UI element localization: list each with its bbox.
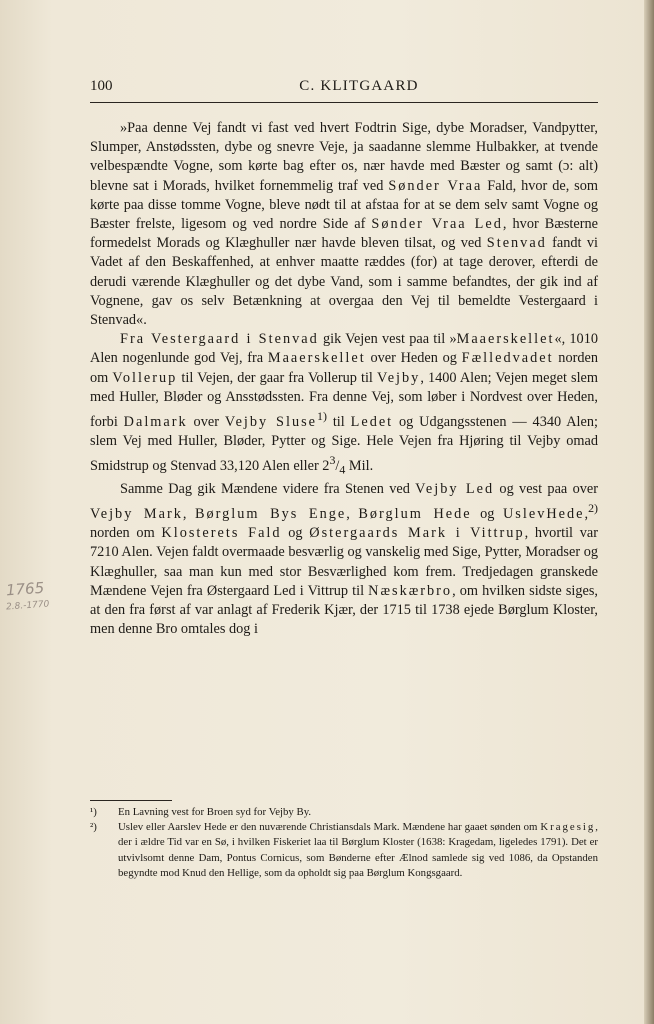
spaced-name: Sønder Vraa [388,177,483,194]
footnote-mark: ²) [90,821,97,834]
footnote-text: , der i ældre Tid var en Sø, i hvilken Fiskeriet laa til Børglum Kloster (1638: Kragedam, ligeledes 1791). Det er utvivlsomt denne Dam, Pontus Cornicus, som Bønderne efter Ælnod samlede sig ved 1086, da Opstanden begyndte mod Knud den Hellige, som da opholdt sig paa Børglum Kongsgaard. [118,821,598,879]
text-run: fandt vi Vadet af den Beskaffenhed, at enhver maatte ræddes (for) at tage derover, efterdi de derudi værende Klæghuller og det dybe Vand, som i samme befandtes, der gik ind af Vognene, gav os selv Betænkning at overgaa den Vej til bemeldte Vestergaard i Stenvad«. [90,235,598,329]
spaced-name: Fra Vestergaard i Stenvad [120,331,319,348]
text-run: , om hvilken sidste siges, at den fra først af var anlagt af Frederik Kjær, der 1715 til 1738 ejede Børglum Kloster, men denne Bro omtales dog i [90,582,598,638]
margin-note-year: 1765 [5,578,45,600]
page-number: 100 [90,78,113,94]
spaced-name: Vejby Mark [90,506,183,523]
text-run: til [326,413,351,430]
spaced-name: Vejby Led [415,481,495,498]
text-run: norden om [90,525,162,542]
text-run: over [187,413,225,430]
spaced-name: Stenvad [486,235,547,252]
footnote-mark: ¹) [90,806,97,818]
text-run: , hvor Bæsterne formedelst Morads og Klæghuller nær havde bleven tilsat, og ved [90,216,598,252]
text-run: og Udgangsstenen — 4340 Alen; slem Vej med Huller, Bløder, Pytter og Sige. Hele Vejen fra Hjøring til Vejby omad Smidstrup og Stenvad 33,120 Alen eller 2 [90,413,598,474]
body-text [90,119,598,639]
text-run: , 1400 Alen; Vejen meget slem med Huller, Bløder og Ansstødssten. Fra denne Vej, som løber i Nordvest over Heden, forbi [90,369,599,430]
spaced-name: Vejby Sluse [224,413,318,430]
text-run: til Vejen, der gaar fra Vollerup til [177,369,377,386]
footnote-ref-2: 2) [588,501,599,516]
spaced-name: Dalmark [123,413,188,430]
spaced-name: Maaerskellet [267,350,366,367]
text-run: Mil. [345,457,374,474]
footnote-text: En Lavning vest for Broen syd for Vejby By. [118,806,312,818]
text-run: og [471,506,503,523]
spaced-name: Sønder Vraa Led [371,216,503,233]
spaced-name: Fælledvadet [461,350,554,367]
spaced-name: Næskærbro [368,582,453,599]
footnote-rule [90,800,172,801]
text-run: norden om [90,350,598,386]
spaced-name: Kragesig [540,821,596,834]
footnote-1 [90,805,598,820]
spaced-name: Østergaards Mark i Vittrup [309,525,525,542]
spaced-name: UslevHede [502,506,585,523]
spaced-name: Klosterets Fald [161,525,282,542]
paragraph-1 [90,119,598,330]
spaced-name: Vollerup [112,369,178,386]
text-run: gik Vejen vest paa til » [318,331,457,348]
text-run: »Paa denne Vej fandt vi fast ved hvert Fodtrin Sige, dybe Moradser, Vandpytter, Slumper, Anstødssten, dybe og snevre Veje, ja saadanne slemme Hulbakker, at tvende velbespændte Vogne, som kørte bag efter os, nær havde med Bæster og samt (ɔ: alt) blevne sat i Morads, hvilket fornemmelig traf ved [90,120,598,194]
footnotes [90,805,598,881]
spaced-name: Vejby [376,369,421,386]
margin-note-date: 2.8.-1770 [5,599,50,613]
spaced-name: Børglum Bys Enge [194,506,347,523]
fraction-denominator: 4 [339,462,346,477]
page-header [90,76,598,103]
spaced-name: Ledet [350,413,394,430]
text-run: over Heden og [365,350,462,367]
text-run: , [584,506,589,523]
footnote-2 [90,820,598,881]
text-run: , [182,506,195,523]
paragraph-2: Fra Vestergaard i Stenvad gik Vejen vest paa til »Maaerskellet«, 1010 Alen nogenlunde god Vej, fra Maaerskellet over Heden og Fælledvadet norden om Vollerup til Vejen, der gaar fra Vollerup til Vejby, 1400 Alen; Vejen meget slem med Huller, Bløder og Ansstødssten. Fra denne Vej, som løber i Nordvest over Heden, forbi Dalmark over Vejby Sluse$^{1)}$ til Ledet og Udgangsstenen — 4340 Alen; slem Vej med Huller, Bløder, Pytter og Sige. Hele Vejen fra Hjøring til Vejby omad Smidstrup og Stenvad 33,120 Alen eller $2^3/_4$ Mil. [90,331,599,477]
spaced-name: Børglum Hede [358,506,472,523]
footnote-text: Uslev eller Aarslev Hede er den nuværende Christiansdals Mark. Mændene har gaaet sønden om [118,821,541,834]
text-run: Samme Dag gik Mændene videre fra Stenen ved [120,481,416,498]
paragraph-3 [90,480,598,639]
text-run: og vest paa over [494,481,598,498]
footnote-ref-1: 1) [317,409,327,424]
text-run: og [281,525,310,542]
spaced-name: Maaerskellet [456,331,555,348]
text-run: , hvortil var 7210 Alen. Vejen faldt overmaade besværlig og vanskelig med Sige, Pytter, Moradser og Klæghuller, saa man kun med stor Besværlighed kom frem. Tredjedagen granskede Mændene Vejen fra Østergaard Led i Vittrup til [90,525,598,599]
text-run: «, 1010 Alen nogenlunde god Vej, fra [90,331,598,367]
page-edge-shadow [644,0,654,1024]
text-run: Fald, hvor de, som kørte paa disse tomme Vogne, bleve nødt til at afstaa for at se dem selv samt Vogne og Bæster frelste, ligesom og ved nordre Side af [90,177,598,233]
fraction-numerator: 3 [329,453,336,468]
text-run: , [346,506,359,523]
running-title: C. KLITGAARD [299,78,419,94]
